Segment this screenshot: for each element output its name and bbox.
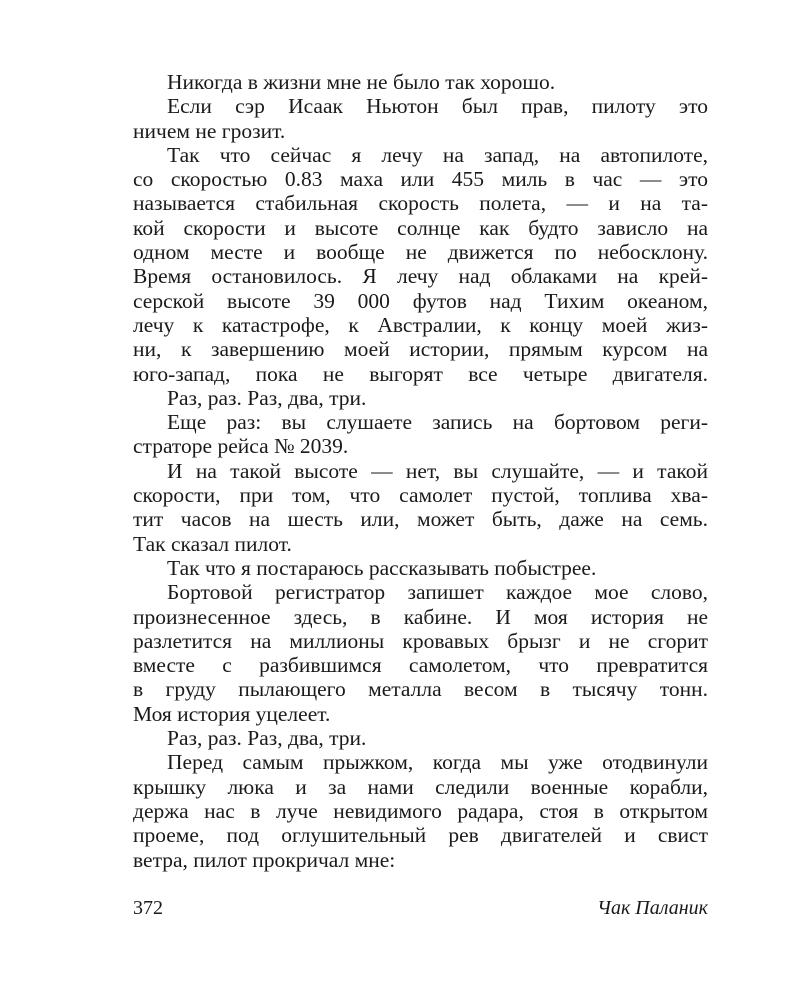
text-line: Так сказал пилот.	[133, 531, 292, 556]
text-line: серской высоте 39 000 футов над Тихим океаном,	[133, 288, 708, 313]
paragraph-9	[133, 726, 708, 750]
paragraph-3	[133, 143, 708, 386]
text-line: Еще раз: вы слушаете запись на бортовом реги-	[167, 410, 708, 435]
paragraph-4	[133, 386, 708, 410]
text-line: Если сэр Исаак Ньютон был прав, пилоту это	[167, 94, 708, 119]
text-line: И на такой высоте — нет, вы слушайте, — и такой	[167, 458, 708, 483]
text-line: лечу к катастрофе, к Австралии, к концу моей жиз-	[133, 312, 708, 337]
text-line: держа нас в луче невидимого радара, стоя в открытом	[133, 798, 708, 823]
text-line: разлетится на миллионы кровавых брызг и не сгорит	[133, 628, 708, 653]
text-line: произнесенное здесь, в кабине. И моя история не	[133, 604, 708, 629]
page-number: 372	[133, 897, 163, 919]
text-line: Так что сейчас я лечу на запад, на автопилоте,	[167, 142, 708, 167]
text-line: одном месте и вообще не движется по небосклону.	[133, 240, 708, 265]
paragraph-6	[133, 459, 708, 556]
text-line: со скоростью 0.83 маха или 455 миль в час — это	[133, 167, 708, 192]
paragraph-8	[133, 580, 708, 726]
text-line: ни, к завершению моей истории, прямым курсом на	[133, 337, 708, 362]
text-line: Раз, раз. Раз, два, три.	[167, 385, 367, 410]
text-line: в груду пылающего металла весом в тысячу тонн.	[133, 677, 708, 702]
text-line: страторе рейса № 2039.	[133, 434, 349, 459]
page-body	[133, 70, 708, 872]
text-line: скорости, при том, что самолет пустой, топлива хва-	[133, 483, 708, 508]
text-line: называется стабильная скорость полета, — и на та-	[133, 191, 708, 216]
text-line: кой скорости и высоте солнце как будто зависло на	[133, 215, 708, 240]
running-head-author: Чак Паланик	[597, 897, 708, 919]
text-line: крышку люка и за нами следили военные корабли,	[133, 774, 708, 799]
paragraph-1	[133, 70, 708, 94]
text-line: Бортовой регистратор запишет каждое мое слово,	[167, 580, 708, 605]
text-line: вместе с разбившимся самолетом, что превратится	[133, 653, 708, 678]
text-line: Моя история уцелеет.	[133, 701, 331, 726]
text-line: юго-запад, пока не выгорят все четыре двигателя.	[133, 361, 708, 386]
text-line: тит часов на шесть или, может быть, даже на семь.	[133, 507, 708, 532]
text-line: проеме, под оглушительный рев двигателей и свист	[133, 823, 708, 848]
text-line: Время остановилось. Я лечу над облаками на крей-	[133, 264, 708, 289]
text-line: Никогда в жизни мне не было так хорошо.	[167, 70, 556, 94]
text-line: ветра, пилот прокричал мне:	[133, 847, 396, 872]
text-line: Так что я постараюсь рассказывать побыстрее.	[167, 555, 597, 580]
paragraph-7	[133, 556, 708, 580]
text-line: Перед самым прыжком, когда мы уже отодвинули	[167, 750, 708, 775]
paragraph-2	[133, 94, 708, 143]
paragraph-5	[133, 410, 708, 459]
paragraph-10	[133, 750, 708, 871]
page-footer	[133, 897, 708, 923]
text-line: ничем не грозит.	[133, 118, 286, 143]
text-line: Раз, раз. Раз, два, три.	[167, 726, 367, 751]
